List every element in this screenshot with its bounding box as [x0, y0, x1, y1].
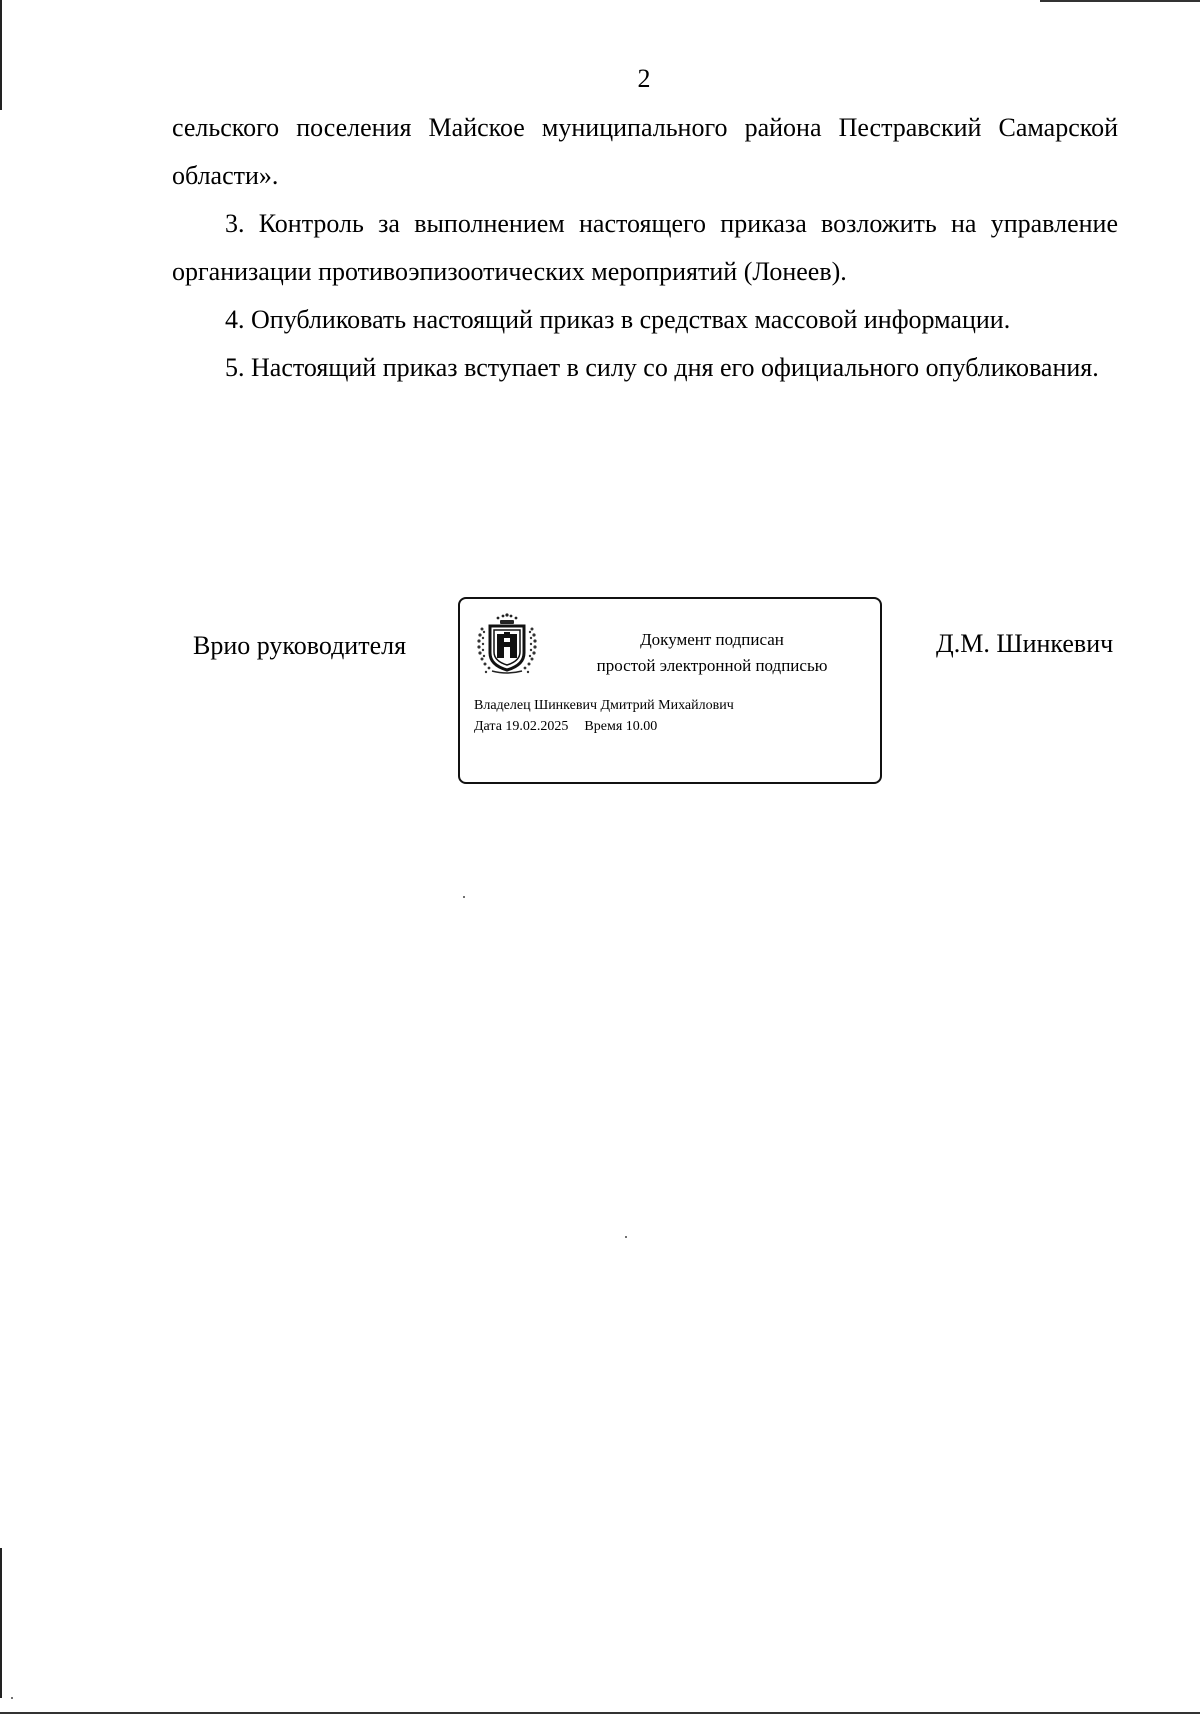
document-body	[172, 104, 1118, 392]
scan-speck	[463, 896, 465, 898]
stamp-heading	[552, 627, 872, 679]
stamp-heading-line2: простой электронной подписью	[596, 656, 828, 675]
scan-artifact-left-edge-bottom	[0, 1548, 2, 1698]
stamp-date: Дата 19.02.2025	[474, 719, 569, 734]
signatory-name: Д.М. Шинкевич	[936, 629, 1114, 658]
paragraph-item-3: 3. Контроль за выполнением настоящего приказа возложить на управление организации противоэпизоотических мероприятий (Лонеев).	[172, 209, 1118, 286]
stamp-time: Время 10.00	[584, 719, 658, 734]
stamp-heading-line1: Документ подписан	[640, 630, 784, 649]
paragraph-item-4: 4. Опубликовать настоящий приказ в средствах массовой информации.	[225, 305, 1011, 334]
stamp-details	[474, 695, 734, 737]
coat-of-arms-icon	[476, 613, 538, 675]
electronic-signature-stamp	[458, 597, 882, 784]
scan-speck	[11, 1697, 13, 1699]
paragraph-continuation: сельского поселения Майское муниципального района Пестравский Самарской области».	[172, 113, 1118, 190]
stamp-datetime-row	[474, 716, 734, 737]
paragraph-item-5: 5. Настоящий приказ вступает в силу со дня его официального опубликования.	[225, 353, 1099, 382]
signatory-title: Врио руководителя	[193, 631, 407, 660]
stamp-owner: Владелец Шинкевич Дмитрий Михайлович	[474, 698, 734, 713]
page-number: 2	[637, 64, 651, 93]
scan-artifact-top-line	[1040, 0, 1200, 2]
scan-speck	[625, 1236, 627, 1238]
